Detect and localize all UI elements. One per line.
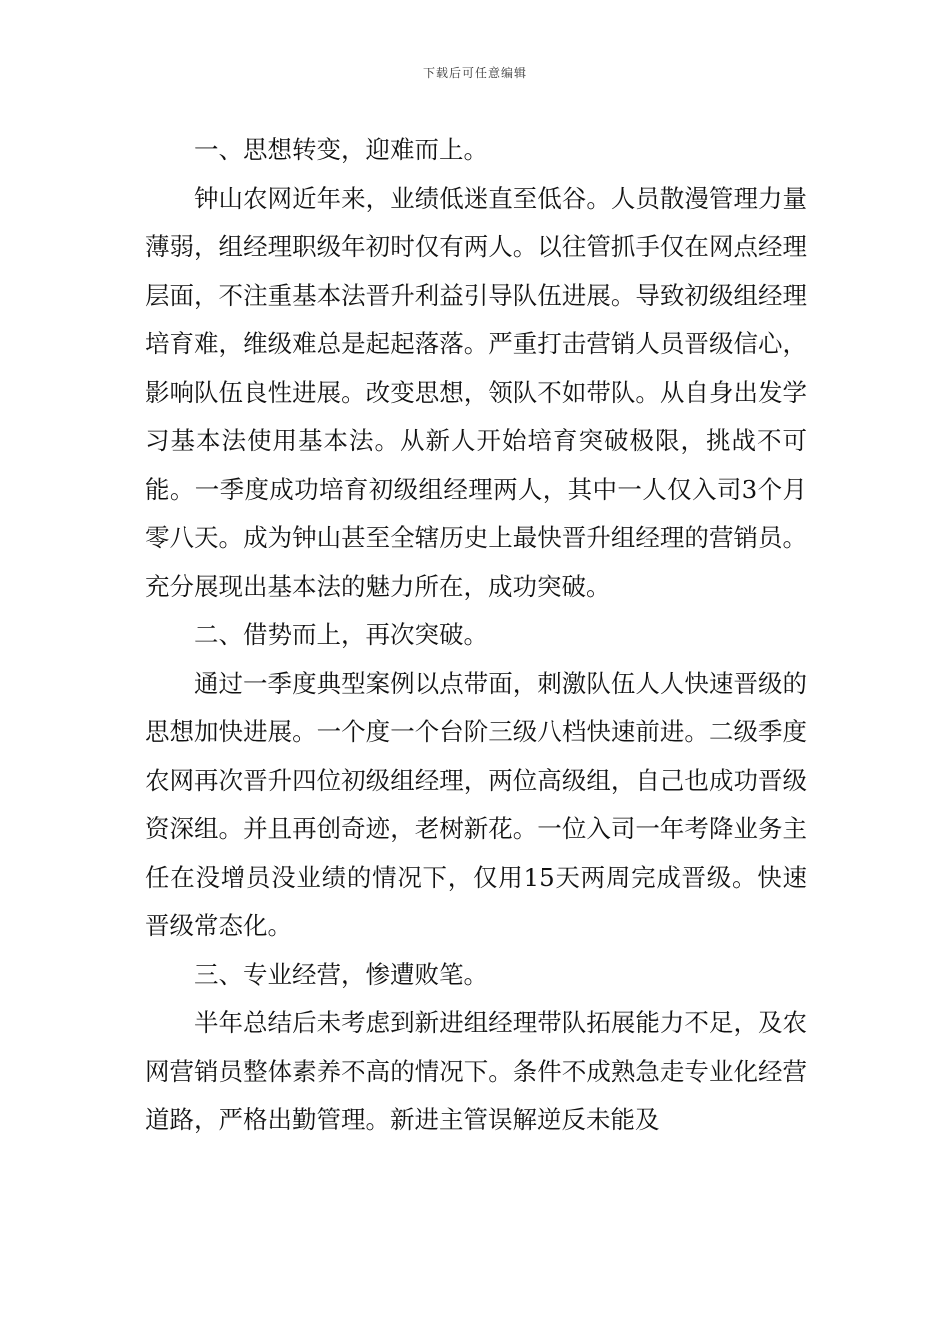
body-paragraph-1: 钟山农网近年来，业绩低迷直至低谷。人员散漫管理力量薄弱，组经理职级年初时仅有两人。以往管抓手仅在网点经理层面，不注重基本法晋升利益引导队伍进展。导致初级组经理培育难，维级难总是起起落落。严重打击营销人员晋级信心，影响队伍良性进展。改变思想，领队不如带队。从自身出发学习基本法使用基本法。从新人开始培育突破极限，挑战不可能。一季度成功培育初级组经理两人，其中一人仅入司3个月零八天。成为钟山甚至全辖历史上最快晋升组经理的营销员。充分展现出基本法的魅力所在，成功突破。 [145, 183, 807, 601]
section-heading-1: 一、思想转变，迎难而上。 [194, 135, 488, 164]
section-heading-3: 三、专业经营，惨遭败笔。 [194, 959, 488, 989]
body-paragraph-2: 通过一季度典型案例以点带面，刺激队伍人人快速晋级的思想加快进展。一个度一个台阶三级八档快速前进。二级季度农网再次晋升四位初级组经理，两位高级组，自己也成功晋级资深组。并且再创奇迹，老树新花。一位入司一年考降业务主任在没增员没业绩的情况下，仅用15天两周完成晋级。快速晋级常态化。 [145, 668, 807, 940]
section-heading-2: 二、借势而上，再次突破。 [194, 620, 488, 649]
document-body [145, 126, 807, 1145]
body-paragraph-3: 半年总结后未考虑到新进组经理带队拓展能力不足，及农网营销员整体素养不高的情况下。条件不成熟急走专业化经营道路，严格出勤管理。新进主管误解逆反未能及 [145, 1008, 807, 1134]
header-note: 下载后可任意编辑 [422, 66, 527, 80]
